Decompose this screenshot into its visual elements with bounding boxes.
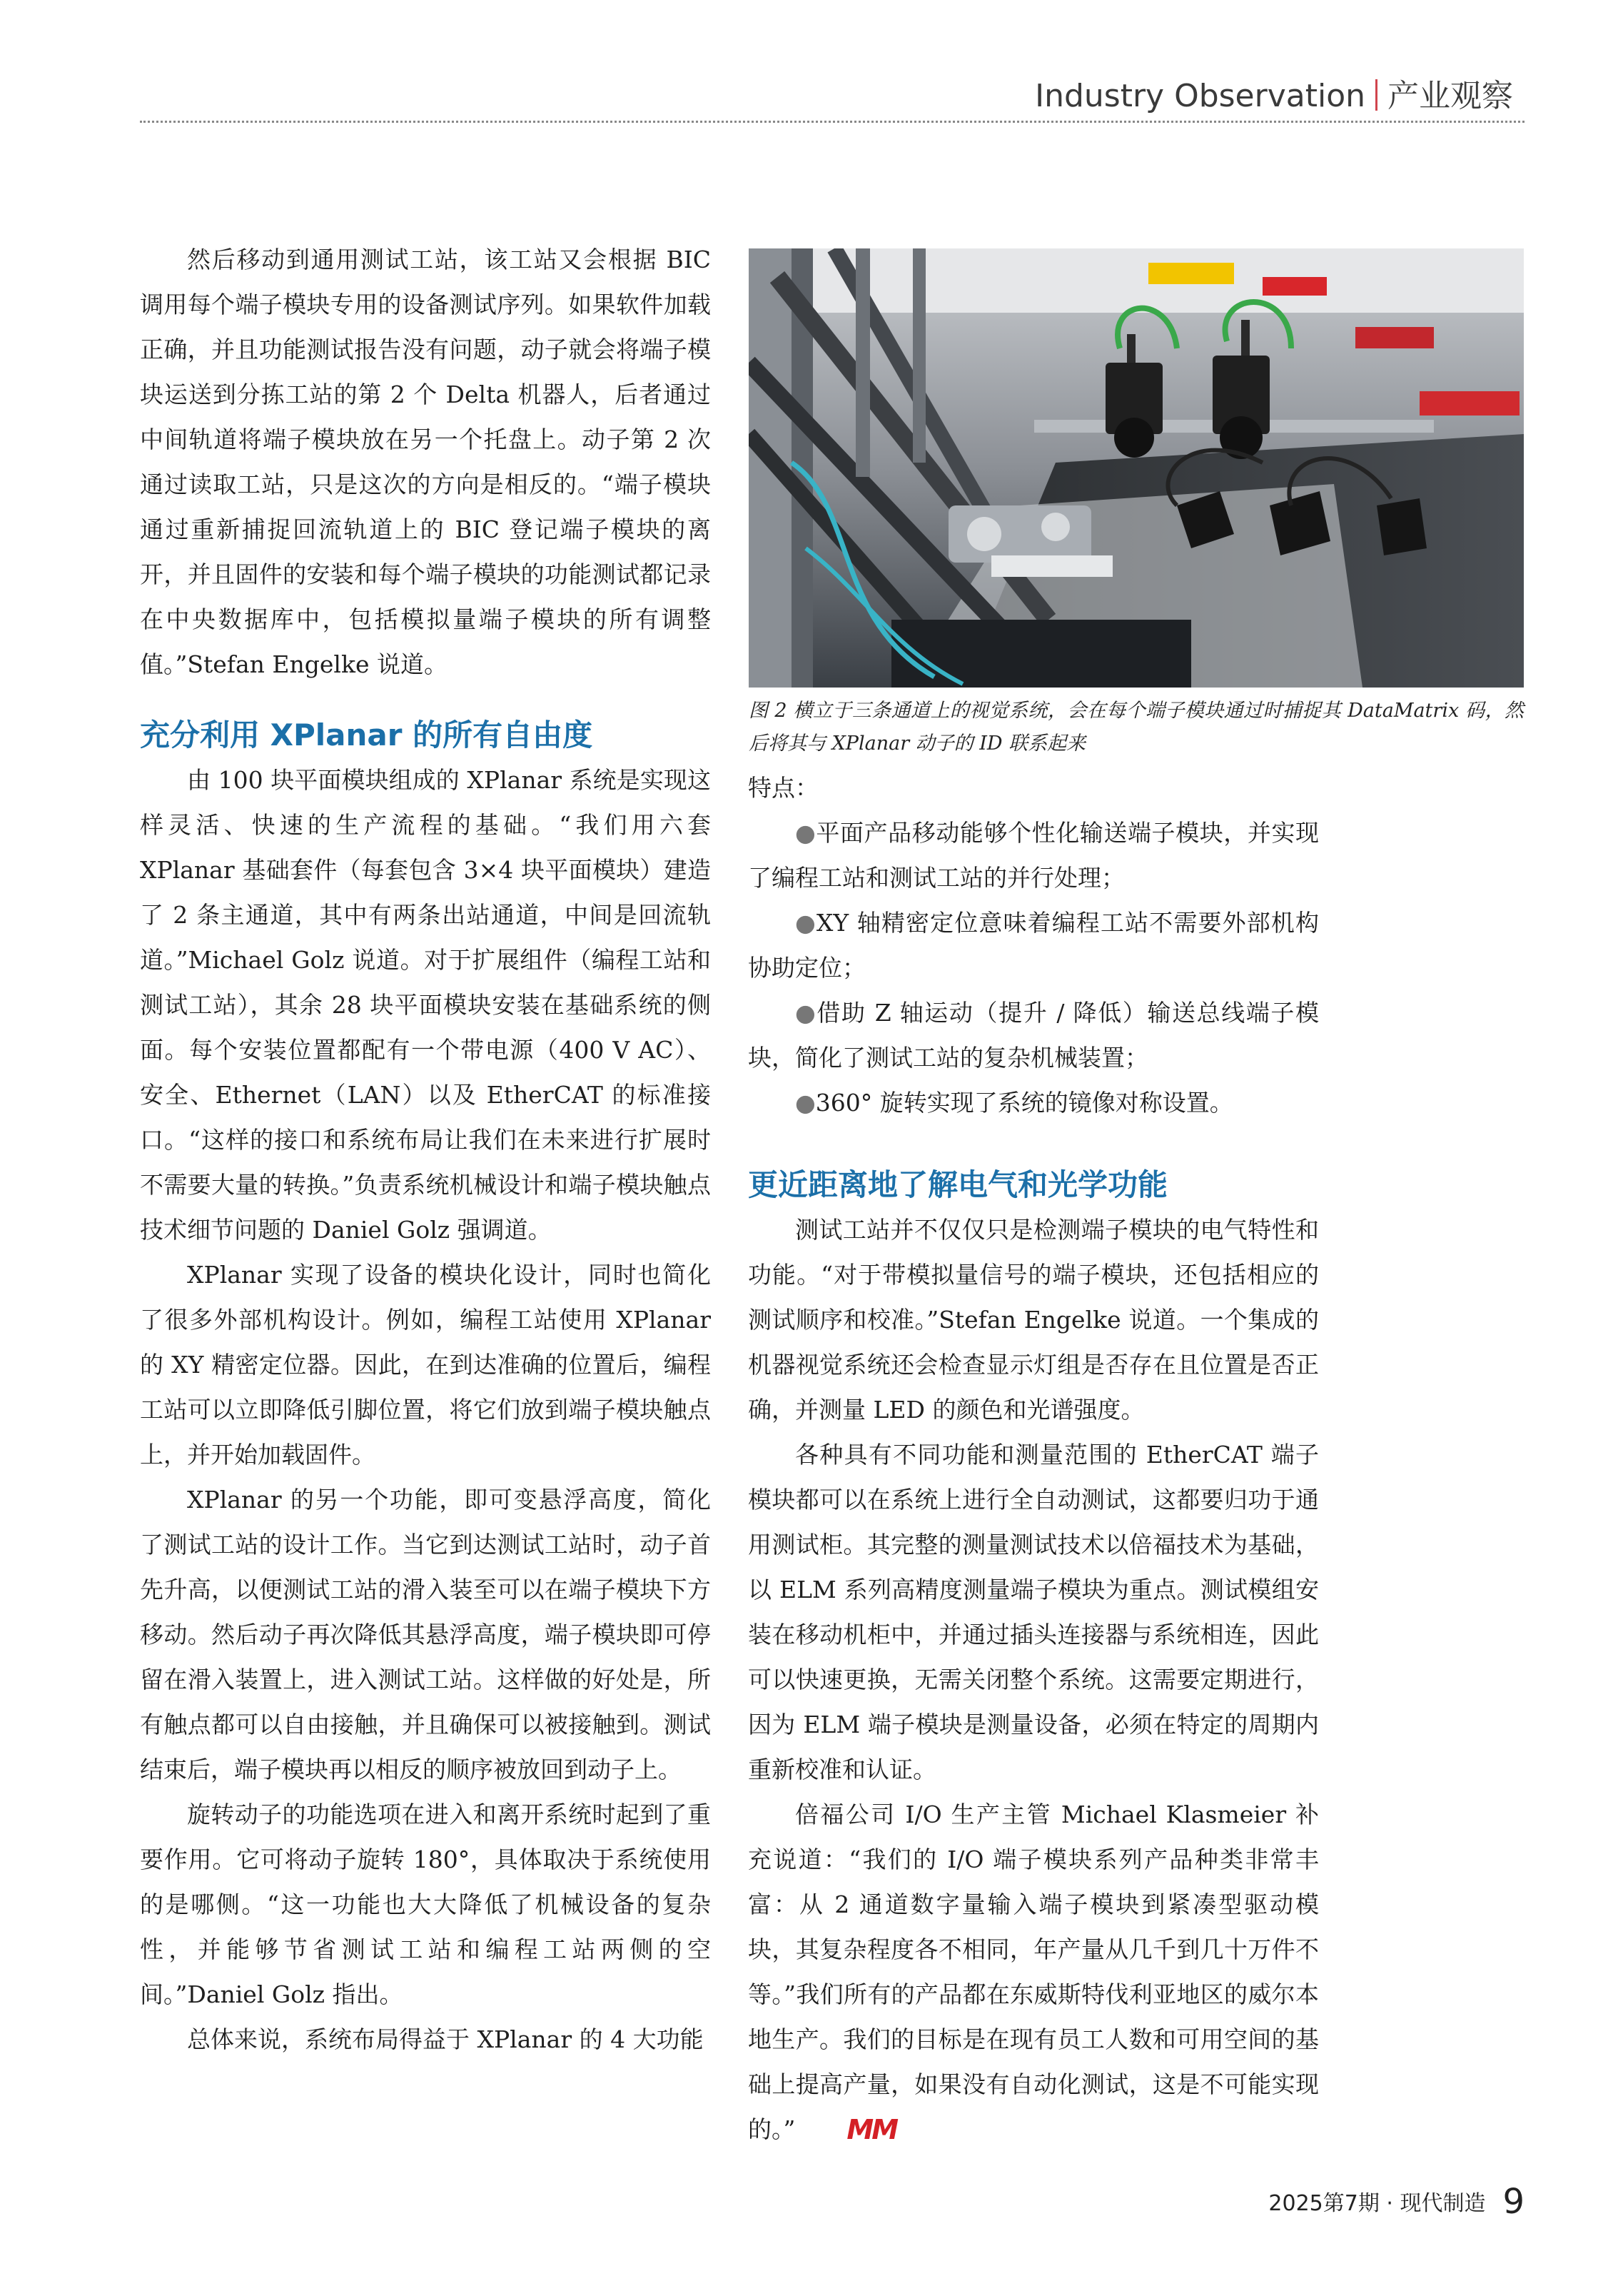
header-separator: [1375, 79, 1377, 111]
paragraph: 旋转动子的功能选项在进入和离开系统时起到了重要作用。它可将动子旋转 180°，具体取决于系统使用的是哪侧。“这一功能也大大降低了机械设备的复杂性，并能够节省测试工站和编程工站两侧的空间。”Daniel Golz 指出。: [140, 1801, 711, 2008]
bullet-text: XY 轴精密定位意味着编程工站不需要外部机构协助定位；: [748, 909, 1319, 982]
section-heading: 更近距离地了解电气和光学功能: [748, 1167, 1168, 1202]
paragraph: 测试工站并不仅仅只是检测端子模块的电气特性和功能。“对于带模拟量信号的端子模块，还包括相应的测试顺序和校准。”Stefan Engelke 说道。一个集成的机器视觉系统还会检查显示灯组是否存在且位置是否正确，并测量 LED 的颜色和光谱强度。: [748, 1216, 1319, 1424]
column-title: [1035, 70, 1513, 116]
bullet-dot-icon: ●: [795, 909, 816, 937]
column-title-en: Industry Observation: [1035, 78, 1365, 114]
bullet-dot-icon: ●: [795, 999, 817, 1027]
bullet-item: [748, 900, 1319, 990]
right-column: [748, 765, 1319, 2152]
bullet-item: [748, 990, 1319, 1080]
bullet-dot-icon: ●: [795, 819, 816, 847]
bullet-text: 平面产品移动能够个性化输送端子模块，并实现了编程工站和测试工站的并行处理；: [748, 819, 1320, 892]
page-number: 9: [1502, 2182, 1525, 2222]
figure-caption: 图 2 横立于三条通道上的视觉系统，会在每个端子模块通过时捕捉其 DataMatrix 码，然后将其与 XPlanar 动子的 ID 联系起来: [749, 700, 1524, 755]
paragraph: 特点：: [748, 774, 819, 802]
bullet-text: 借助 Z 轴运动（提升 / 降低）输送总线端子模块，简化了测试工站的复杂机械装置；: [748, 999, 1320, 1072]
paragraph: [748, 1792, 1319, 2152]
vision-system-photo: [749, 248, 1524, 688]
bullet-item: [748, 810, 1319, 900]
section-heading: 充分利用 XPlanar 的所有自由度: [140, 718, 593, 752]
header-divider: [140, 121, 1525, 123]
mm-logo-icon: MM: [846, 2114, 897, 2145]
page-header: [140, 66, 1525, 123]
paragraph-text: 倍福公司 I/O 生产主管 Michael Klasmeier 补充说道：“我们的 I/O 端子模块系列产品种类非常丰富：从 2 通道数字量输入端子模块到紧凑型驱动模块，其复杂程度各不相同，年产量从几千到几十万件不等。”我们所有的产品都在东威斯特伐利亚地区的威尔本地生产。我们的目标是在现有员工人数和可用空间的基础上提高产量，如果没有自动化测试，这是不可能实现的。”: [748, 1801, 1319, 2143]
paragraph: 总体来说，系统布局得益于 XPlanar 的 4 大功能: [187, 2025, 704, 2053]
bullet-dot-icon: ●: [795, 1089, 816, 1117]
page-footer: [1268, 2182, 1525, 2222]
figure-photo: [749, 248, 1524, 688]
bullet-text: 360° 旋转实现了系统的镜像对称设置。: [815, 1089, 1233, 1117]
bullet-item: [748, 1080, 1319, 1125]
paragraph: XPlanar 实现了设备的模块化设计，同时也简化了很多外部机构设计。例如，编程工站使用 XPlanar 的 XY 精密定位器。因此，在到达准确的位置后，编程工站可以立即降低引脚位置，将它们放到端子模块触点上，并开始加载固件。: [140, 1261, 711, 1469]
paragraph: 然后移动到通用测试工站，该工站又会根据 BIC 调用每个端子模块专用的设备测试序列。如果软件加载正确，并且功能测试报告没有问题，动子就会将端子模块运送到分拣工站的第 2 个 Delta 机器人，后者通过中间轨道将端子模块放在另一个托盘上。动子第 2 次通过读取工站，只是这次的方向是相反的。“端子模块通过重新捕捉回流轨道上的 BIC 登记端子模块的离开，并且固件的安装和每个端子模块的功能测试都记录在中央数据库中，包括模拟量端子模块的所有调整值。”Stefan Engelke 说道。: [140, 246, 711, 678]
paragraph: XPlanar 的另一个功能，即可变悬浮高度，简化了测试工站的设计工作。当它到达测试工站时，动子首先升高，以便测试工站的滑入装至可以在端子模块下方移动。然后动子再次降低其悬浮高度，端子模块即可停留在滑入装置上，进入测试工站。这样做的好处是，所有触点都可以自由接触，并且确保可以被接触到。测试结束后，端子模块再以相反的顺序被放回到动子上。: [140, 1486, 711, 1783]
left-column: [140, 237, 711, 2062]
paragraph: 各种具有不同功能和测量范围的 EtherCAT 端子模块都可以在系统上进行全自动测试，这都要归功于通用测试柜。其完整的测量测试技术以倍福技术为基础，以 ELM 系列高精度测量端子模块为重点。测试模组安装在移动机柜中，并通过插头连接器与系统相连，因此可以快速更换，无需关闭整个系统。这需要定期进行，因为 ELM 端子模块是测量设备，必须在特定的周期内重新校准和认证。: [748, 1441, 1319, 1783]
issue-label: 2025第7期 · 现代制造: [1268, 2191, 1486, 2216]
paragraph: 由 100 块平面模块组成的 XPlanar 系统是实现这样灵活、快速的生产流程的基础。“我们用六套 XPlanar 基础套件（每套包含 3×4 块平面模块）建造了 2 条主通道，其中有两条出站通道，中间是回流轨道。”Michael Golz 说道。对于扩展组件（编程工站和测试工站），其余 28 块平面模块安装在基础系统的侧面。每个安装位置都配有一个带电源（400 V AC）、安全、Ethernet（LAN）以及 EtherCAT 的标准接口。“这样的接口和系统布局让我们在未来进行扩展时不需要大量的转换。”负责系统机械设计和端子模块触点技术细节问题的 Daniel Golz 强调道。: [140, 766, 711, 1244]
column-title-cn: 产业观察: [1387, 78, 1513, 114]
